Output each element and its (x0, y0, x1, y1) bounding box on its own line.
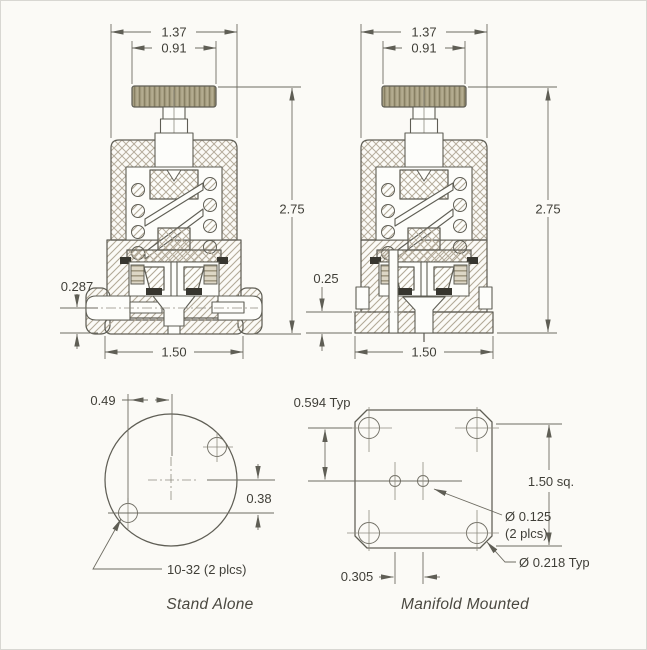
flow-channel (130, 302, 162, 313)
dim-base-width: 1.50 (411, 344, 437, 360)
stand-alone-bottom-view (90, 393, 275, 613)
dim-overall-height: 2.75 (279, 201, 305, 217)
center-crosshair (148, 457, 196, 503)
valve-cross-section (361, 86, 487, 296)
dim-overall-width: 1.37 (411, 24, 437, 40)
dim-port-diameter: Ø 0.125 (505, 509, 552, 524)
dim-overall-height: 2.75 (535, 201, 561, 217)
dim-overall-width: 1.37 (161, 24, 187, 40)
valve-cross-section (111, 86, 237, 296)
poppet-stem (168, 326, 180, 334)
caption-stand-alone: Stand Alone (166, 596, 254, 613)
hole-centerline (203, 432, 233, 462)
dim-knob-width: 0.91 (161, 40, 187, 56)
dim-hole-pitch: 0.594 Typ (293, 395, 351, 410)
dim-port-height: 0.25 (313, 271, 339, 286)
dim-base-width: 1.50 (161, 344, 187, 360)
mount-hole-leader (487, 542, 516, 562)
dim-plate-size: 1.50 sq. (527, 474, 575, 489)
dim-port-spacing: 0.305 (340, 569, 374, 584)
caption-manifold-mounted: Manifold Mounted (400, 596, 530, 613)
dim-hole-offset-y: 0.38 (246, 491, 272, 506)
mounting-plate (355, 410, 492, 548)
pilot-channel (389, 250, 398, 333)
body-step (479, 287, 492, 309)
stand-alone-section-view (86, 86, 262, 334)
dim-mount-hole-diameter: Ø 0.218 Typ (519, 555, 590, 570)
manifold-bottom-view (294, 395, 590, 613)
flow-channel (212, 302, 244, 313)
body-step (356, 287, 369, 309)
manifold-section-view (340, 86, 493, 342)
thread-leader (93, 519, 162, 569)
thread-callout: 10-32 (2 plcs) (167, 562, 247, 577)
dim-knob-width: 0.91 (411, 40, 437, 56)
dim-hole-offset-x: 0.49 (90, 393, 116, 408)
dim-port-diameter-note: (2 plcs) (505, 526, 548, 541)
dim-port-height: 0.287 (60, 279, 94, 294)
